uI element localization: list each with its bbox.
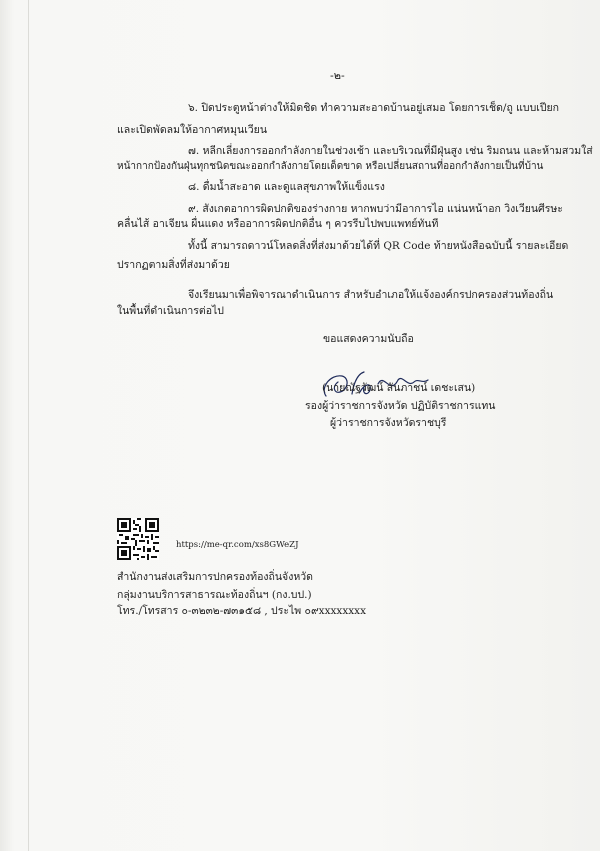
- scan-edge-line: [28, 0, 29, 851]
- page-number: -๒-: [330, 69, 345, 82]
- item-7-line-1: ๗. หลีกเลี่ยงการออกกำลังกายในช่วงเช้า และบริเวณที่มีฝุ่นสูง เช่น ริมถนน และห้ามสวมใส่: [188, 145, 593, 157]
- item-7-line-2: หน้ากากป้องกันฝุ่นทุกชนิดขณะออกกำลังกายโดยเด็ดขาด หรือเปลี่ยนสถานที่ออกกำลังกายเป็นที่บ้าน: [117, 161, 544, 172]
- signer-position-2: ผู้ว่าราชการจังหวัดราชบุรี: [330, 417, 447, 429]
- download-line-1: ทั้งนี้ สามารถดาวน์โหลดสิ่งที่ส่งมาด้วยได้ที่ QR Code ท้ายหนังสือฉบับนี้ รายละเอียด: [188, 240, 569, 252]
- item-6-line-1: ๖. ปิดประตูหน้าต่างให้มิดชิด ทำความสะอาดบ้านอยู่เสมอ โดยการเช็ด/ถู แบบเปียก: [188, 102, 560, 114]
- closing-line-2: ในพื้นที่ดำเนินการต่อไป: [117, 305, 224, 317]
- item-8: ๘. ดื่มน้ำสะอาด และดูแลสุขภาพให้แข็งแรง: [188, 181, 385, 193]
- footer-phone: โทร./โทรสาร ๐-๓๒๓๒-๗๓๑๕๘ , ประไพ ๐๙xxxxxxxx: [117, 605, 367, 617]
- footer-office: สำนักงานส่งเสริมการปกครองท้องถิ่นจังหวัด: [117, 571, 313, 583]
- item-9-line-2: คลื่นไส้ อาเจียน ผื่นแดง หรืออาการผิดปกติอื่น ๆ ควรรีบไปพบแพทย์ทันที: [117, 218, 439, 230]
- signer-name: (นายณัฐวัฒน์ สันภาชน์ เดชะเสน): [322, 382, 476, 394]
- qr-link[interactable]: https://me-qr.com/xs8GWeZJ: [176, 540, 299, 550]
- footer-group: กลุ่มงานบริการสาธารณะท้องถิ่นฯ (กง.บป.): [117, 589, 312, 601]
- qr-code[interactable]: [117, 518, 159, 560]
- signer-position-1: รองผู้ว่าราชการจังหวัด ปฏิบัติราชการแทน: [305, 400, 496, 412]
- item-9-line-1: ๙. สังเกตอาการผิดปกติของร่างกาย หากพบว่ามีอาการไอ แน่นหน้าอก วิงเวียนศีรษะ: [188, 203, 563, 215]
- regards: ขอแสดงความนับถือ: [323, 333, 414, 345]
- download-line-2: ปรากฏตามสิ่งที่ส่งมาด้วย: [117, 259, 230, 271]
- item-6-line-2: และเปิดพัดลมให้อากาศหมุนเวียน: [117, 124, 268, 136]
- closing-line-1: จึงเรียนมาเพื่อพิจารณาดำเนินการ สำหรับอำเภอให้แจ้งองค์กรปกครองส่วนท้องถิ่น: [188, 289, 554, 301]
